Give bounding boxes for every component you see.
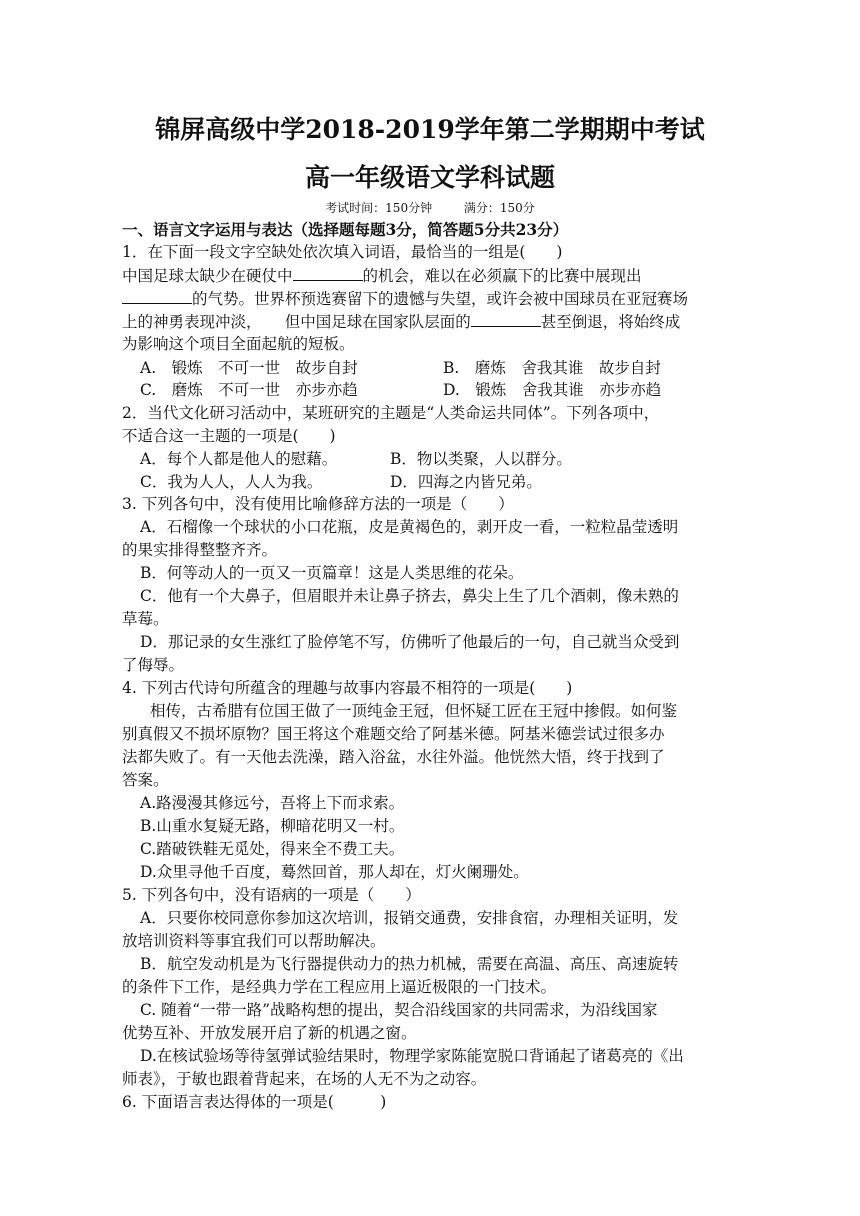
- q2-option-b: B．物以类聚，人以群分。: [390, 450, 572, 468]
- q5-option-b-cont: 的条件下工作，是经典力学在工程应用上逼近极限的一门技术。: [122, 978, 557, 996]
- q3-option-c-cont: 草莓。: [122, 610, 169, 628]
- q5-option-c-cont: 优势互补、开放发展开启了新的机遇之窗。: [122, 1024, 417, 1042]
- q3-option-a: A．石榴像一个球状的小口花瓶，皮是黄褐色的，剥开皮一看，一粒粒晶莹透明: [140, 518, 679, 536]
- q1-option-b: B. 磨炼 舍我其谁 故步自封: [443, 359, 661, 377]
- q3-option-d: D．那记录的女生涨红了脸停笔不写，仿佛听了他最后的一句，自己就当众受到: [140, 633, 680, 651]
- full-score: 满分：150分: [463, 201, 535, 215]
- section-heading: 一、语言文字运用与表达（选择题每题3分，简答题5分共23分）: [122, 220, 569, 239]
- question-2-stem: 2．当代文化研习活动中，某班研究的主题是“人类命运共同体”。下列各项中，: [122, 404, 660, 422]
- question-1-passage-line: 为影响这个项目全面起航的短板。: [122, 335, 355, 353]
- q1-option-c: C. 磨炼 不可一世 亦步亦趋: [140, 381, 358, 399]
- question-2-stem: 不适合这一主题的一项是( ): [122, 427, 336, 445]
- fill-blank: [471, 310, 541, 327]
- q4-option-c: C.踏破铁鞋无觅处，得来全不费工夫。: [140, 840, 405, 858]
- q5-option-b: B．航空发动机是为飞行器提供动力的热力机械，需要在高温、高压、高速旋转: [140, 955, 679, 973]
- q3-option-c: C．他有一个大鼻子，但眉眼并未让鼻子挤去，鼻尖上生了几个酒刺，像未熟的: [140, 587, 679, 605]
- q5-option-d-cont: 师表》，于敏也跟着背起来，在场的人无不为之动容。: [122, 1070, 487, 1088]
- question-1-passage-line: [122, 264, 642, 288]
- q2-option-a: A．每个人都是他人的慰藉。: [140, 450, 338, 468]
- question-1-stem: 1．在下面一段文字空缺处依次填入词语，最恰当的一组是( ): [122, 243, 563, 261]
- exam-title: 锦屏高级中学2018-2019学年第二学期期中考试: [155, 115, 705, 144]
- exam-subtitle: 高一年级语文学科试题: [304, 163, 555, 192]
- q5-option-a-cont: 放培训资料等事宜我们可以帮助解决。: [122, 932, 386, 950]
- exam-time: 考试时间：150分钟: [325, 201, 433, 215]
- question-6-stem: 6. 下面语言表达得体的一项是( ): [122, 1093, 387, 1111]
- q5-option-a: A．只要你校同意你参加这次培训，报销交通费，安排食宿，办理相关证明，发: [140, 909, 679, 927]
- q4-story-line: 别真假又不损坏原物？国王将这个难题交给了阿基米德。阿基米德尝试过很多办: [122, 725, 665, 743]
- q4-option-d: D.众里寻他千百度，蓦然回首，那人却在，灯火阑珊处。: [140, 863, 529, 881]
- q5-option-c: C. 随着“一带一路”战略构想的提出，契合沿线国家的共同需求，为沿线国家: [140, 1001, 658, 1019]
- q3-option-a-cont: 的果实排得整整齐齐。: [122, 541, 278, 559]
- question-1-passage-line: [122, 310, 680, 334]
- question-1-passage-line: [122, 287, 688, 311]
- passage-text: 的机会，难以在必须赢下的比赛中展现出: [362, 267, 642, 285]
- exam-meta: [0, 199, 860, 216]
- q1-option-a: A. 锻炼 不可一世 故步自封: [140, 359, 358, 377]
- q2-option-c: C．我为人人，人人为我。: [140, 473, 323, 491]
- question-5-stem: 5. 下列各句中，没有语病的一项是（ ）: [122, 886, 421, 904]
- passage-text: 中国足球太缺少在硬仗中: [122, 267, 293, 285]
- question-4-stem: 4. 下列古代诗句所蕴含的理趣与故事内容最不相符的一项是( ): [122, 679, 573, 697]
- q4-story-line: 相传，古希腊有位国王做了一顶纯金王冠，但怀疑工匠在王冠中掺假。如何鉴: [150, 702, 678, 720]
- q4-story-line: 法都失败了。有一天他去洗澡，踏入浴盆，水往外溢。他恍然大悟，终于找到了: [122, 748, 665, 766]
- q3-option-b: B．何等动人的一页又一页篇章！这是人类思维的花朵。: [140, 564, 524, 582]
- question-3-stem: 3. 下列各句中，没有使用比喻修辞方法的一项是（ ）: [122, 495, 514, 513]
- fill-blank: [122, 287, 192, 304]
- q4-option-a: A.路漫漫其修远兮，吾将上下而求索。: [140, 794, 405, 812]
- q3-option-d-cont: 了侮辱。: [122, 656, 185, 674]
- passage-text: 上的神勇表现冲淡， 但中国足球在国家队层面的: [122, 313, 471, 331]
- q2-option-d: D．四海之内皆兄弟。: [390, 473, 542, 491]
- q1-option-d: D. 锻炼 舍我其谁 亦步亦趋: [443, 381, 662, 399]
- q5-option-d: D.在核试验场等待氢弹试验结果时，物理学家陈能宽脱口背诵起了诸葛亮的《出: [140, 1047, 684, 1065]
- fill-blank: [293, 264, 363, 281]
- q4-story-line: 答案。: [122, 771, 169, 789]
- q4-option-b: B.山重水复疑无路，柳暗花明又一村。: [140, 817, 405, 835]
- passage-text: 的气势。世界杯预选赛留下的遗憾与失望，或许会被中国球员在亚冠赛场: [192, 290, 689, 308]
- passage-text: 甚至倒退，将始终成: [540, 313, 681, 331]
